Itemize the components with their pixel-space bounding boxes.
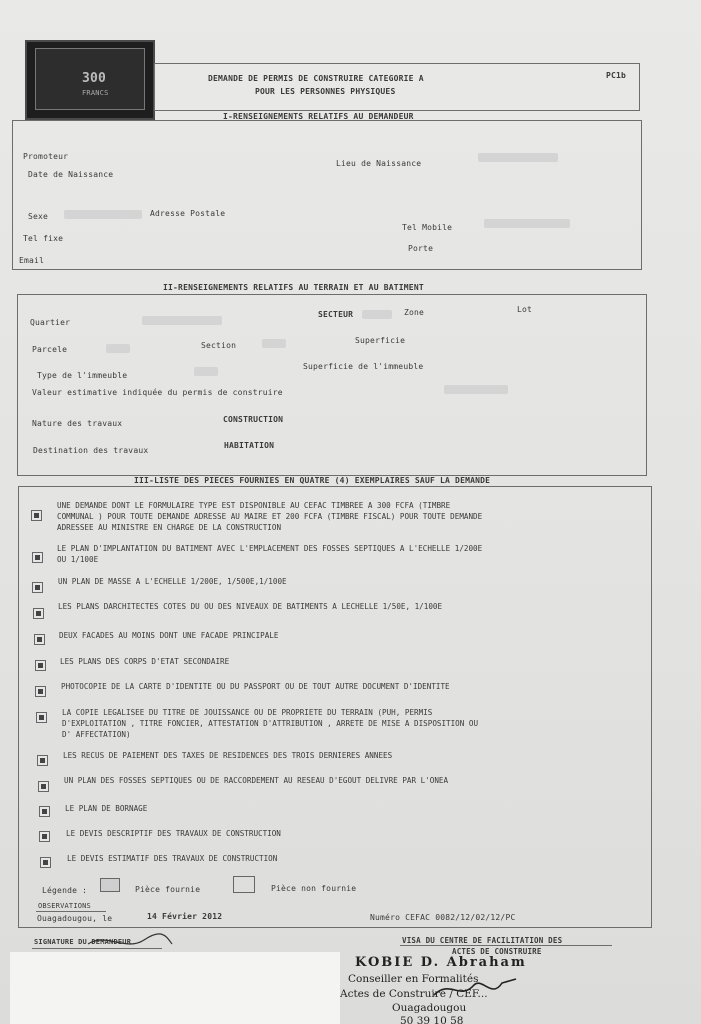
item-line: OU 1/100E: [57, 555, 99, 564]
official-signature: [430, 975, 520, 1003]
stamp-value: 300: [82, 71, 107, 86]
stamp-line2: Conseiller en Formalités: [348, 973, 479, 985]
stamp-inner: [35, 48, 145, 110]
list-item-6: LES PLANS DES CORPS D'ETAT SECONDAIRE: [60, 657, 230, 666]
section1-title: I-RENSEIGNEMENTS RELATIFS AU DEMANDEUR: [223, 112, 414, 121]
label-lot: Lot: [517, 305, 533, 314]
label-parcelle: Parcele: [32, 345, 68, 354]
stamp-name: KOBIE D. Abraham: [355, 955, 527, 970]
label-tel-mobile: Tel Mobile: [402, 223, 453, 232]
stamp-line4: Ouagadougou: [392, 1002, 467, 1014]
label-nature-travaux: Nature des travaux: [32, 419, 123, 428]
item-line: ADRESSEE AU MINISTRE EN CHARGE DE LA CONSTRUCTION: [57, 523, 282, 532]
list-item-8: [62, 707, 478, 740]
redacted-field: [142, 316, 222, 325]
label-type-immeuble: Type de l'immeuble: [37, 371, 128, 380]
list-item-1: [57, 500, 482, 533]
checkbox-checked: [40, 857, 51, 868]
stamp-line5: 50 39 10 58: [400, 1015, 464, 1024]
visa-underline: [400, 945, 612, 946]
legend-empty-box: [233, 876, 255, 893]
checkbox-checked: [36, 712, 47, 723]
label-email: Email: [19, 256, 45, 265]
list-item-2: [57, 543, 482, 565]
checkbox-checked: [31, 510, 42, 521]
redacted-field: [194, 367, 218, 376]
list-item-13: LE DEVIS ESTIMATIF DES TRAVAUX DE CONSTRUCTION: [67, 854, 278, 863]
form-title-line2: POUR LES PERSONNES PHYSIQUES: [255, 87, 396, 96]
stamp-line3: Actes de Construire / CEF...: [340, 988, 488, 1000]
header-box: [154, 63, 640, 111]
redacted-field: [106, 344, 130, 353]
section1-box: [12, 120, 642, 270]
label-section: Section: [201, 341, 237, 350]
checkbox-checked: [38, 781, 49, 792]
legend-piece-non-fournie: Pièce non fournie: [271, 884, 357, 893]
label-lieu-naissance: Lieu de Naissance: [336, 159, 422, 168]
item-line: D'EXPLOITATION , TITRE FONCIER, ATTESTATION D'ATTRIBUTION , ARRETE DE MISE A DISPOSITION OU: [62, 719, 479, 728]
visa-line1: VISA DU CENTRE DE FACILITATION DES: [402, 936, 563, 945]
item-line: COMMUNAL ) POUR TOUTE DEMANDE ADRESSE AU MAIRE ET 200 FCFA (TIMBRE FISCAL) POUR TOUTE DEMANDE: [57, 512, 483, 521]
label-valeur-estimative: Valeur estimative indiquée du permis de construire: [32, 388, 283, 397]
label-porte: Porte: [408, 244, 434, 253]
observations-label: OBSERVATIONS: [38, 902, 91, 910]
legend-filled-box: [100, 878, 120, 892]
legend-label: Légende :: [42, 886, 88, 895]
numero-cefac: Numéro CEFAC 0082/12/02/12/PC: [370, 913, 516, 922]
value-destination-travaux: HABITATION: [224, 441, 275, 450]
label-sexe: Sexe: [28, 212, 49, 221]
label-zone: Zone: [404, 308, 425, 317]
redacted-field: [484, 219, 570, 228]
checkbox-checked: [39, 806, 50, 817]
list-item-5: DEUX FACADES AU MOINS DONT UNE FACADE PRINCIPALE: [59, 631, 279, 640]
label-date-naissance: Date de Naissance: [28, 170, 114, 179]
form-title-line1: DEMANDE DE PERMIS DE CONSTRUIRE CATEGORIE A: [208, 74, 424, 83]
checkbox-checked: [39, 831, 50, 842]
redacted-field: [478, 153, 558, 162]
list-item-4: LES PLANS DARCHITECTES COTES DU OU DES NIVEAUX DE BATIMENTS A LECHELLE 1/50E, 1/100E: [58, 602, 443, 611]
redacted-field: [262, 339, 286, 348]
label-quartier: Quartier: [30, 318, 71, 327]
list-item-10: UN PLAN DES FOSSES SEPTIQUES OU DE RACCORDEMENT AU RESEAU D'EGOUT DELIVRE PAR L'ONEA: [64, 776, 449, 785]
fiscal-stamp: [25, 40, 155, 120]
label-superficie-immeuble: Superficie de l'immeuble: [303, 362, 424, 371]
place-label: Ouagadougou, le: [37, 914, 113, 923]
list-item-12: LE DEVIS DESCRIPTIF DES TRAVAUX DE CONSTRUCTION: [66, 829, 281, 838]
checkbox-checked: [32, 552, 43, 563]
visa-line2: ACTES DE CONSTRUIRE: [452, 947, 542, 956]
list-item-7: PHOTOCOPIE DE LA CARTE D'IDENTITE OU DU PASSPORT OU DE TOUT AUTRE DOCUMENT D'IDENTITE: [61, 682, 450, 691]
checkbox-checked: [33, 608, 44, 619]
label-adresse-postale: Adresse Postale: [150, 209, 226, 218]
item-line: LA COPIE LEGALISEE DU TITRE DE JOUISSANCE OU DE PROPRIETE DU TERRAIN (PUH, PERMIS: [62, 708, 433, 717]
checkbox-checked: [37, 755, 48, 766]
list-item-11: LE PLAN DE BORNAGE: [65, 804, 148, 813]
section2-title: II-RENSEIGNEMENTS RELATIFS AU TERRAIN ET AU BATIMENT: [163, 283, 424, 292]
redacted-field: [64, 210, 142, 219]
label-destination-travaux: Destination des travaux: [33, 446, 149, 455]
signature-label: SIGNATURE DU DEMANDEUR: [34, 938, 132, 946]
handwritten-signature: [86, 930, 176, 954]
redacted-field: [362, 310, 392, 319]
label-tel-fixe: Tel fixe: [23, 234, 64, 243]
value-nature-travaux: CONSTRUCTION: [223, 415, 284, 424]
checkbox-checked: [35, 686, 46, 697]
label-secteur: SECTEUR: [318, 310, 354, 319]
label-promoteur: Promoteur: [23, 152, 69, 161]
observations-underline: [36, 911, 106, 912]
paper-overlay: [10, 952, 340, 1024]
section3-title: III-LISTE DES PIECES FOURNIES EN QUATRE (4) EXEMPLAIRES SAUF LA DEMANDE: [134, 476, 491, 485]
item-line: LE PLAN D'IMPLANTATION DU BATIMENT AVEC L'EMPLACEMENT DES FOSSES SEPTIQUES A L'ECHELLE 1/200E: [57, 544, 483, 553]
item-line: D' AFFECTATION): [62, 730, 131, 739]
label-superficie: Superficie: [355, 336, 406, 345]
item-line: UNE DEMANDE DONT LE FORMULAIRE TYPE EST DISPONIBLE AU CEFAC TIMBREE A 300 FCFA (TIMBRE: [57, 501, 451, 510]
redacted-field: [444, 385, 508, 394]
form-code: PC1b: [606, 71, 627, 80]
stamp-unit: FRANCS: [82, 89, 109, 97]
checkbox-checked: [32, 582, 43, 593]
list-item-3: UN PLAN DE MASSE A L'ECHELLE 1/200E, 1/500E,1/100E: [58, 577, 287, 586]
list-item-9: LES RECUS DE PAIEMENT DES TAXES DE RESIDENCES DES TROIS DERNIERES ANNEES: [63, 751, 393, 760]
date-value: 14 Février 2012: [147, 912, 223, 921]
checkbox-checked: [35, 660, 46, 671]
checkbox-checked: [34, 634, 45, 645]
legend-piece-fournie: Pièce fournie: [135, 885, 201, 894]
